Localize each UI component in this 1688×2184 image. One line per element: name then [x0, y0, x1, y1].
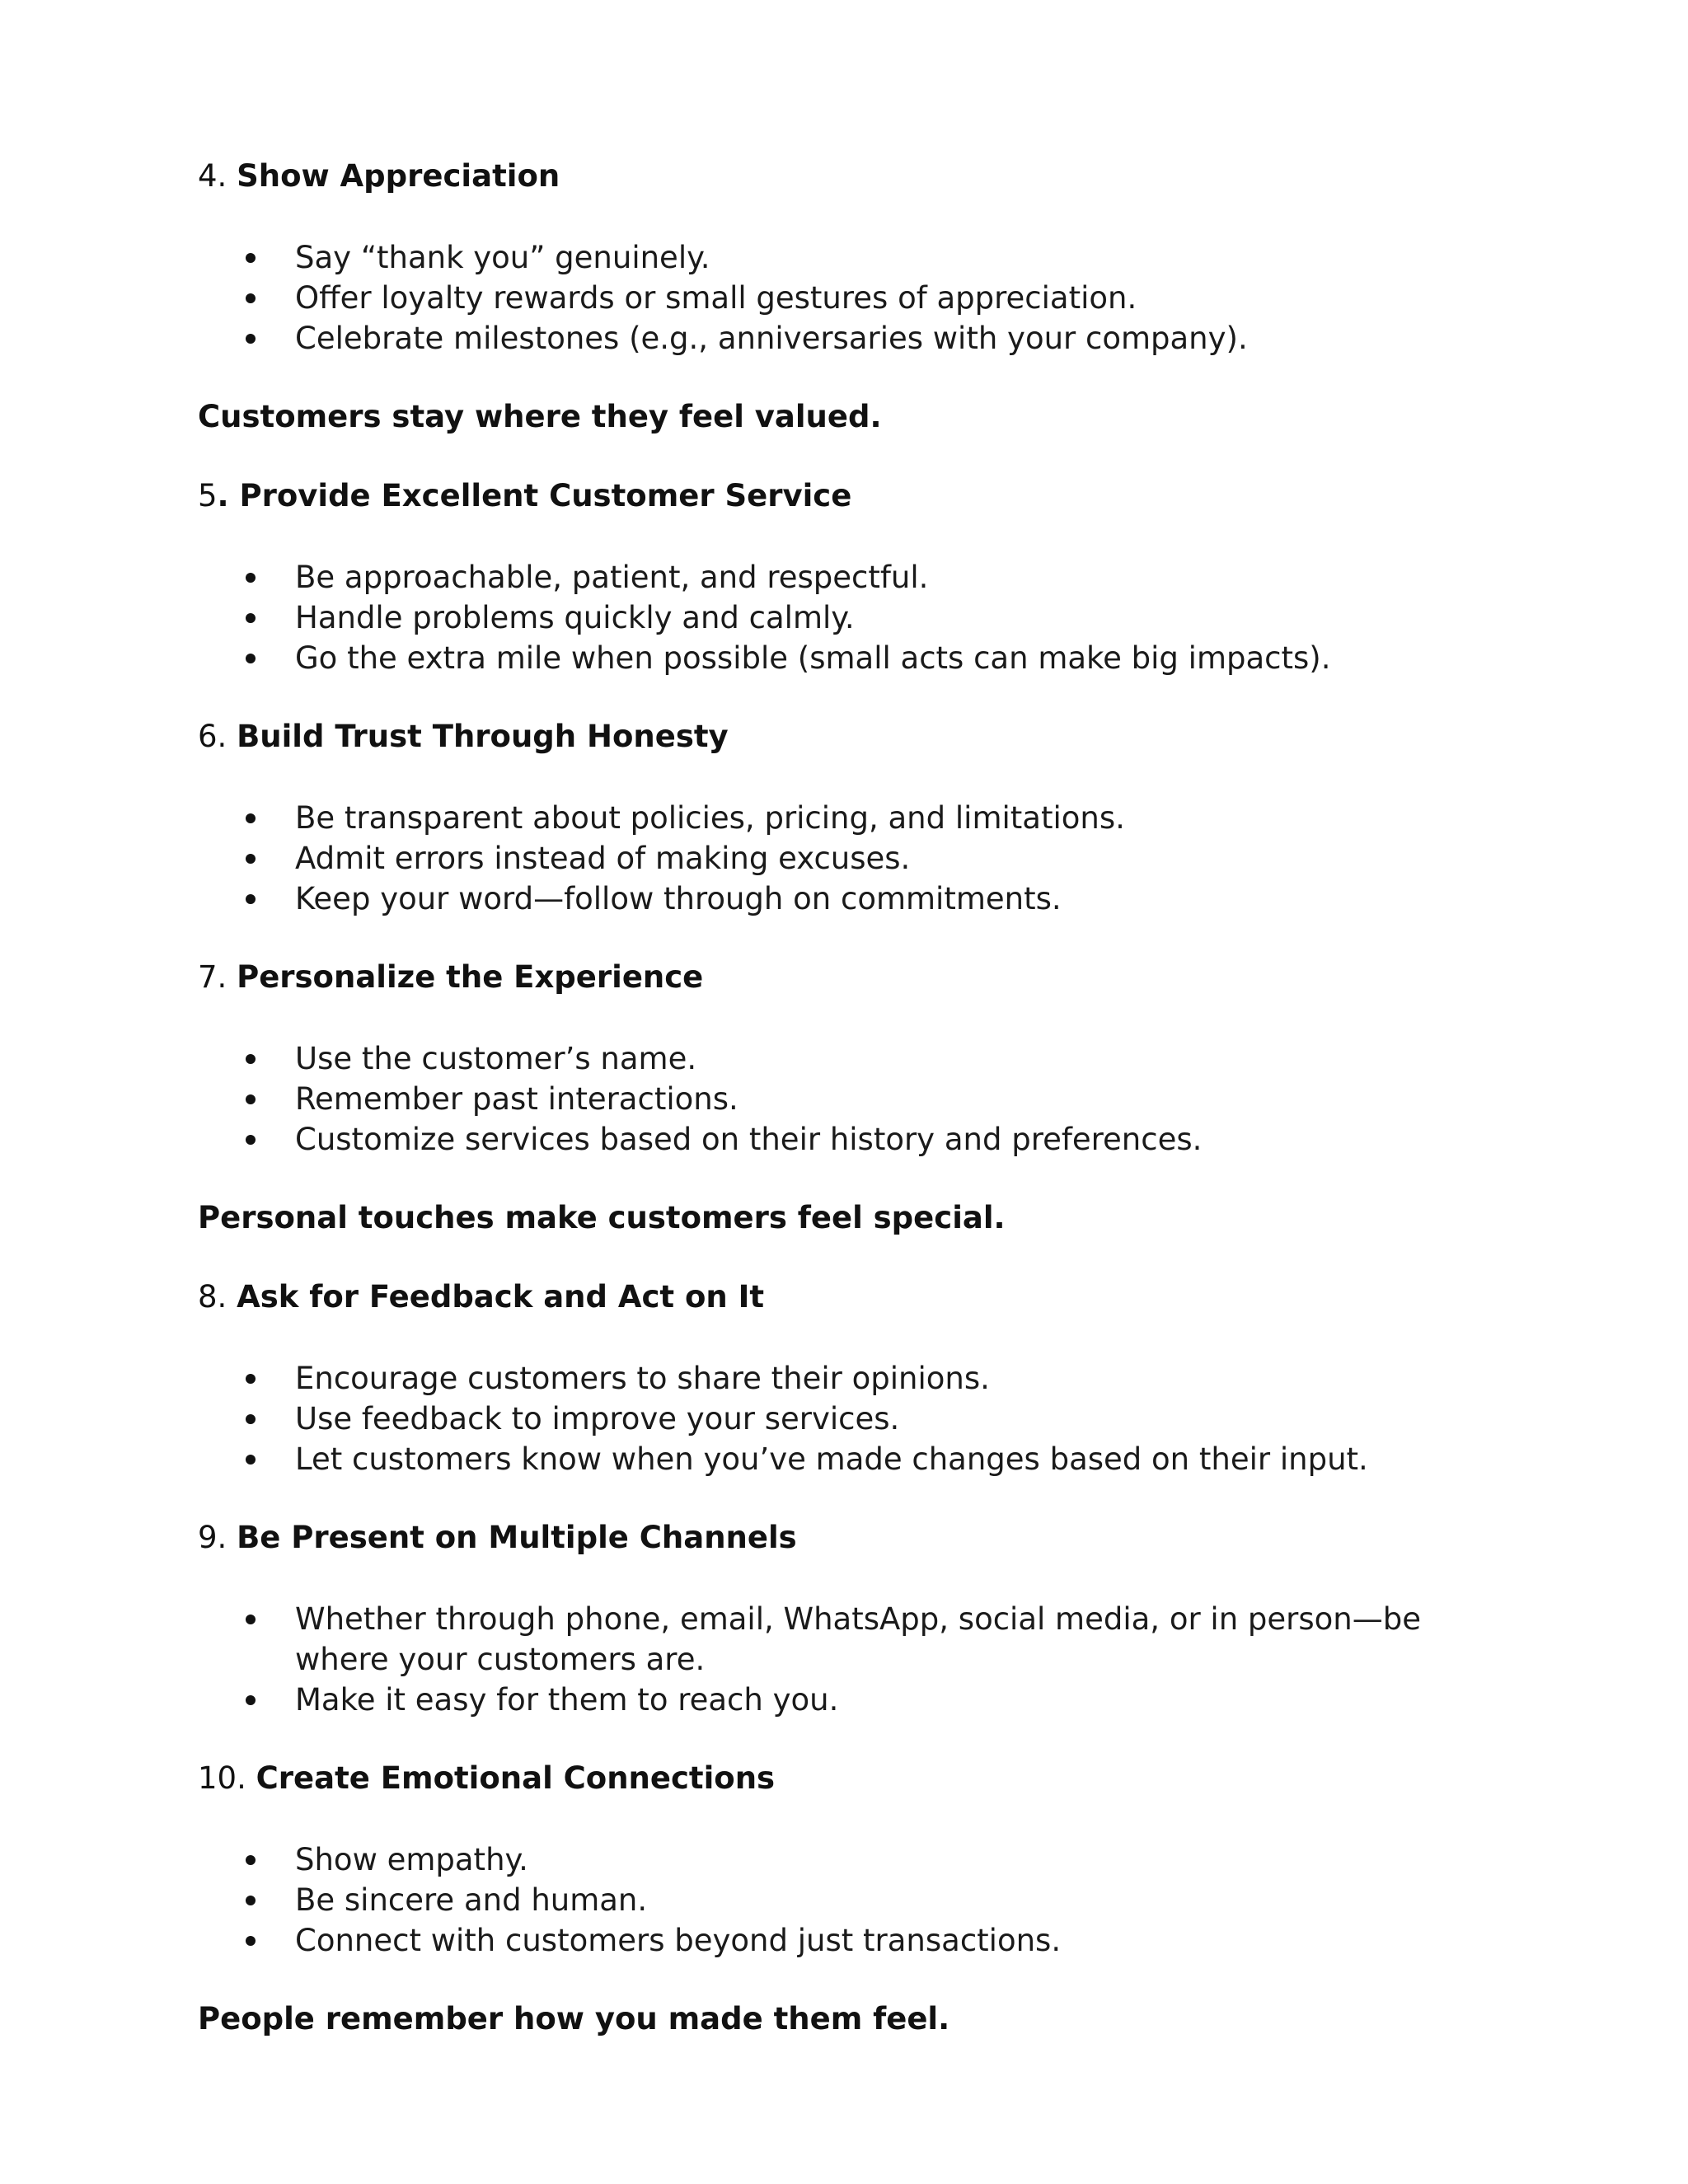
list-item: [239, 798, 1475, 838]
list-item: [239, 318, 1475, 359]
bullet-icon: [246, 573, 256, 583]
list-item: [239, 1119, 1475, 1160]
list-item: [239, 838, 1475, 879]
section-number: 8.: [198, 1279, 227, 1315]
section-title: . Provide Excellent Customer Service: [217, 478, 852, 513]
list-item-text: Whether through phone, email, WhatsApp, social media, or in person—be where your customers are.: [295, 1601, 1422, 1677]
list-item-text: Remember past interactions.: [295, 1081, 738, 1117]
list-item: [239, 1399, 1475, 1439]
callout-text: Customers stay where they feel valued.: [198, 399, 882, 434]
list-item-text: Celebrate milestones (e.g., anniversaries with your company).: [295, 321, 1248, 356]
callout-text: Personal touches make customers feel special.: [198, 1200, 1006, 1235]
bullet-icon: [246, 1374, 256, 1384]
section-number: 9.: [198, 1520, 227, 1555]
section-title: Be Present on Multiple Channels: [237, 1520, 797, 1555]
bullet-list: [239, 798, 1475, 919]
section-heading: [198, 1277, 1484, 1317]
list-item: [239, 1439, 1475, 1479]
section-number: 10.: [198, 1760, 246, 1796]
section-heading: [198, 1518, 1484, 1558]
list-item: [239, 557, 1475, 598]
section-heading: [198, 1759, 1484, 1798]
bullet-icon: [246, 293, 256, 303]
bullet-icon: [246, 813, 256, 823]
section-title: Personalize the Experience: [237, 959, 704, 995]
list-item-text: Make it easy for them to reach you.: [295, 1682, 839, 1718]
bullet-list: [239, 1038, 1475, 1160]
bullet-icon: [246, 613, 256, 623]
section-title: Create Emotional Connections: [256, 1760, 776, 1796]
section-heading: [198, 958, 1484, 997]
section-number: 4.: [198, 158, 227, 194]
bullet-icon: [246, 1896, 256, 1905]
list-item-text: Use feedback to improve your services.: [295, 1401, 900, 1436]
section-number: 7.: [198, 959, 227, 995]
bullet-icon: [246, 1414, 256, 1424]
section-number: 5: [198, 478, 218, 513]
list-item: [239, 1840, 1475, 1880]
list-item-text: Say “thank you” genuinely.: [295, 240, 710, 275]
list-item: [239, 278, 1475, 318]
bullet-icon: [246, 654, 256, 663]
list-item: [239, 1358, 1475, 1399]
list-item-text: Be approachable, patient, and respectful.: [295, 560, 929, 595]
list-item: [239, 879, 1475, 919]
list-item-text: Use the customer’s name.: [295, 1041, 697, 1076]
list-item: [239, 1920, 1475, 1961]
list-item: [239, 1038, 1475, 1079]
list-item: [239, 1680, 1442, 1720]
bullet-list: [239, 1599, 1442, 1720]
list-item: [239, 598, 1475, 638]
list-item-text: Let customers know when you’ve made changes based on their input.: [295, 1441, 1368, 1477]
bullet-list: [239, 1358, 1475, 1479]
list-item: [239, 1880, 1475, 1920]
callout-text: People remember how you made them feel.: [198, 2001, 950, 2036]
list-item-text: Show empathy.: [295, 1842, 528, 1877]
list-item-text: Customize services based on their history and preferences.: [295, 1122, 1203, 1157]
list-item-text: Offer loyalty rewards or small gestures of appreciation.: [295, 280, 1137, 316]
bullet-icon: [246, 253, 256, 263]
bullet-icon: [246, 1455, 256, 1465]
bullet-icon: [246, 1936, 256, 1946]
list-item-text: Go the extra mile when possible (small acts can make big impacts).: [295, 640, 1331, 676]
bullet-list: [239, 557, 1475, 678]
bullet-icon: [246, 1695, 256, 1705]
bullet-icon: [246, 1855, 256, 1865]
section-title: Build Trust Through Honesty: [237, 719, 729, 754]
bullet-icon: [246, 1135, 256, 1145]
section-title: Ask for Feedback and Act on It: [237, 1279, 765, 1315]
list-item-text: Be transparent about policies, pricing, and limitations.: [295, 800, 1125, 836]
section-heading: [198, 717, 1484, 757]
list-item-text: Keep your word—follow through on commitments.: [295, 881, 1062, 916]
bullet-icon: [246, 1054, 256, 1064]
list-item: [239, 1599, 1442, 1680]
section-title: Show Appreciation: [237, 158, 560, 194]
list-item-text: Be sincere and human.: [295, 1882, 648, 1918]
section-heading: [198, 157, 1484, 196]
list-item-text: Handle problems quickly and calmly.: [295, 600, 855, 635]
section-heading: [198, 476, 1484, 516]
list-item-text: Admit errors instead of making excuses.: [295, 841, 911, 876]
list-item-text: Encourage customers to share their opinions.: [295, 1361, 990, 1396]
bullet-icon: [246, 334, 256, 344]
bullet-icon: [246, 854, 256, 864]
bullet-icon: [246, 1615, 256, 1624]
section-number: 6.: [198, 719, 227, 754]
list-item: [239, 638, 1475, 678]
list-item: [239, 1079, 1475, 1119]
bullet-icon: [246, 1094, 256, 1104]
list-item-text: Connect with customers beyond just transactions.: [295, 1923, 1062, 1958]
bullet-list: [239, 1840, 1475, 1961]
bullet-list: [239, 237, 1475, 359]
bullet-icon: [246, 894, 256, 904]
list-item: [239, 237, 1475, 278]
